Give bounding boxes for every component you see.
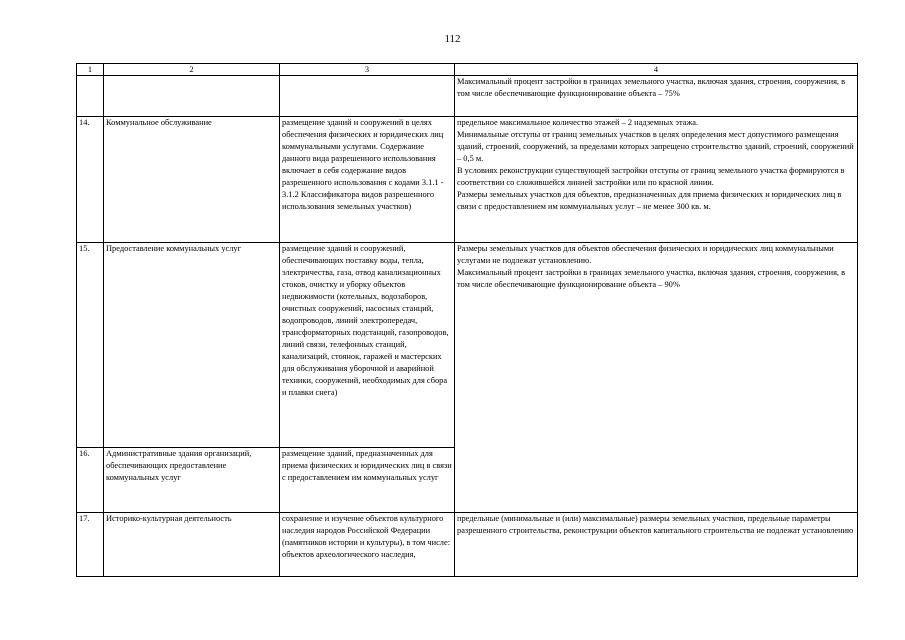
- parameter-paragraph: предельное максимальное количество этажей – 2 надземных этажа.: [457, 118, 699, 127]
- parameter-paragraph: В условиях реконструкции существующей застройки отступы от границ земельного участка формируются в соответствии со сложившейся линией застройки или по красной линии.: [457, 166, 845, 187]
- use-description: размещение зданий, предназначенных для приема физических и юридических лиц в связи с предоставлением им коммунальных услуг: [280, 448, 455, 513]
- use-name: [104, 76, 280, 117]
- land-use-table: [76, 63, 858, 577]
- use-name: Историко-культурная деятельность: [104, 513, 280, 577]
- row-number: 16.: [77, 448, 104, 513]
- parameter-paragraph: Максимальный процент застройки в границах земельного участка, включая здания, строения, сооружения, в том числе обеспечивающие функционирование объекта – 75%: [457, 77, 846, 98]
- use-name: Предоставление коммунальных услуг: [104, 243, 280, 448]
- table-row: [77, 117, 858, 243]
- header-col-4: 4: [455, 64, 858, 76]
- use-description: размещение зданий и сооружений, обеспечивающих поставку воды, тепла, электричества, газа, отвод канализационных стоков, очистку и уборку объектов недвижимости (котельных, водозаборов, очистных сооружений, насосных станций, водопроводов, линий электропередач, трансформаторных подстанций, газопроводов, линий связи, телефонных станций, канализаций, стоянок, гаражей и мастерских для обслуживания уборочной и аварийной техники, сооружений, необходимых для сбора и плавки снега): [280, 243, 455, 448]
- use-parameters: [455, 513, 858, 577]
- table-header-row: [77, 64, 858, 76]
- page-number: 112: [444, 33, 461, 45]
- use-description: сохранение и изучение объектов культурного наследия народов Российской Федерации (памятников истории и культуры), в том числе: объектов археологического наследия,: [280, 513, 455, 577]
- parameter-paragraph: Максимальный процент застройки в границах земельного участка, включая здания, строения, сооружения, в том числе обеспечивающие функционирование объекта – 90%: [457, 268, 846, 289]
- parameter-paragraph: предельные (минимальные и (или) максимальные) размеры земельных участков, предельные параметры разрешенного строительства, реконструкции объектов капитального строительства не подлежат установлению: [457, 514, 854, 535]
- use-description: размещение зданий и сооружений в целях обеспечения физических и юридических лиц коммунальными услугами. Содержание данного вида разрешенного использования включает в себя содержание видов разрешенного использования с кодами 3.1.1 - 3.1.2 Классификатора видов разрешенного использования земельных участков): [280, 117, 455, 243]
- use-name: Коммунальное обслуживание: [104, 117, 280, 243]
- header-col-3: 3: [280, 64, 455, 76]
- use-name: Административные здания организаций, обеспечивающих предоставление коммунальных услуг: [104, 448, 280, 513]
- use-parameters: [455, 117, 858, 243]
- parameter-paragraph: Размеры земельных участков для объектов, предназначенных для приема физических и юридических лиц в связи с предоставлением им коммунальных услуг – не менее 300 кв. м.: [457, 190, 842, 211]
- use-description: [280, 76, 455, 117]
- row-number: 14.: [77, 117, 104, 243]
- parameter-paragraph: Размеры земельных участков для объектов обеспечения физических и юридических лиц коммунальными услугами не подлежат установлению.: [457, 244, 834, 265]
- row-number: 15.: [77, 243, 104, 448]
- header-col-1: 1: [77, 64, 104, 76]
- row-number: 17.: [77, 513, 104, 577]
- table-row: [77, 76, 858, 117]
- header-col-2: 2: [104, 64, 280, 76]
- table-row: [77, 513, 858, 577]
- use-parameters: [455, 243, 858, 513]
- table-row: [77, 243, 858, 448]
- parameter-paragraph: Минимальные отступы от границ земельных участков в целях определения мест допустимого размещения зданий, строений, сооружений, за пределами которых запрещено строительство зданий, строений, сооружений – 0,5 м.: [457, 130, 854, 163]
- row-number: [77, 76, 104, 117]
- use-parameters: [455, 76, 858, 117]
